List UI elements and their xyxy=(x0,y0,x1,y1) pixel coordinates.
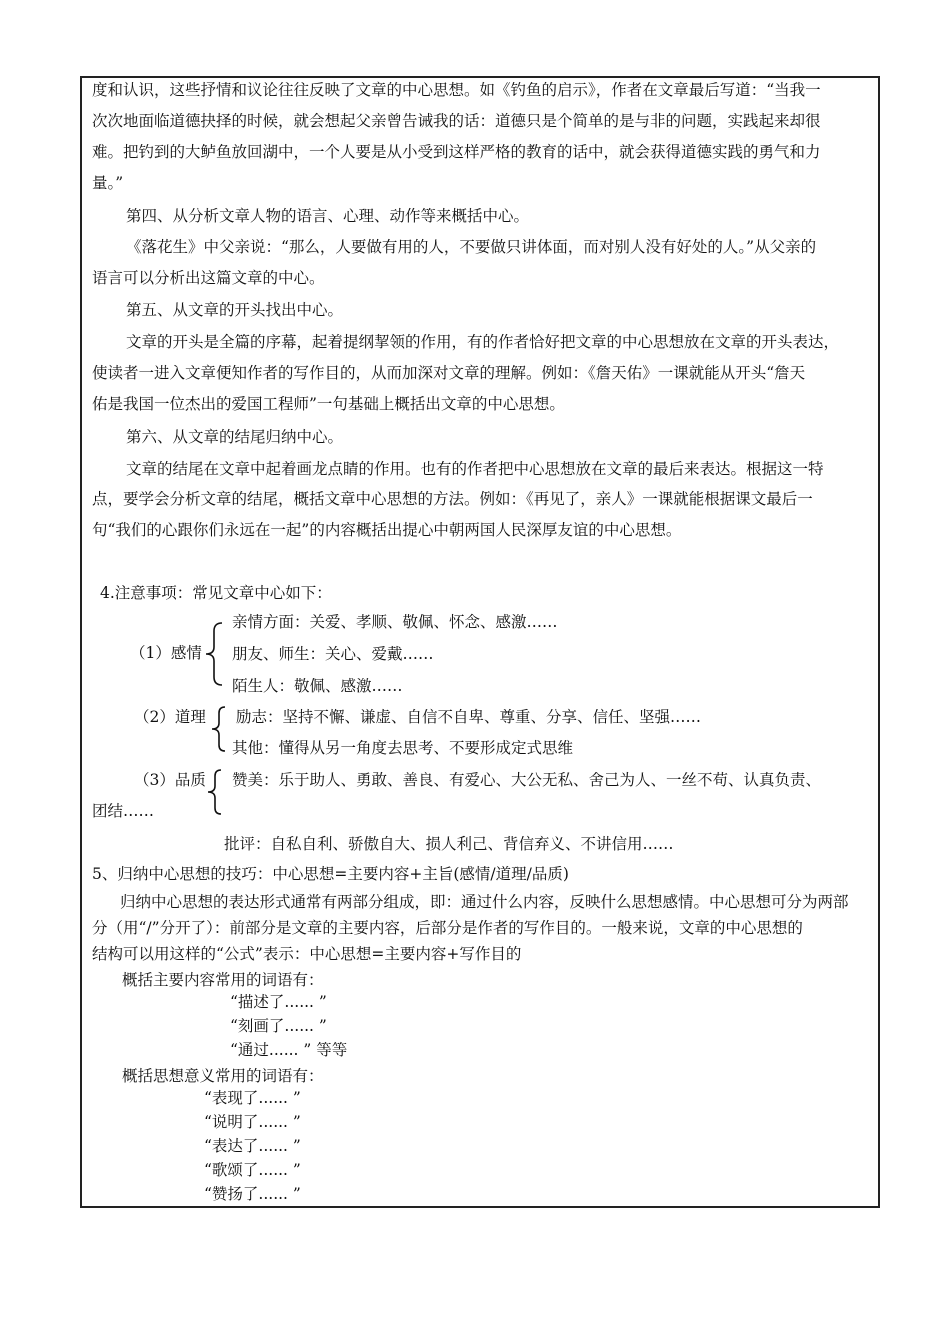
method6-body-line-1: 文章的结尾在文章中起着画龙点睛的作用。也有的作者把中心思想放在文章的最后来表达。根据这一特 xyxy=(126,460,824,478)
meaning-words-label: 概括思想意义常用的词语有： xyxy=(122,1067,324,1085)
quality-praise-line-2: 团结…… xyxy=(92,802,155,820)
intro-line-4: 量。” xyxy=(92,174,124,192)
emotion-item-family: 亲情方面：关爱、孝顺、敬佩、怀念、感激…… xyxy=(232,613,558,631)
quality-brace xyxy=(204,768,224,816)
meaning-word-1: “表现了...... ” xyxy=(204,1089,301,1107)
intro-line-2: 次次地面临道德抉择的时候，就会想起父亲曾告诫我的话：道德只是个简单的是与非的问题，实践起来却很 xyxy=(92,112,821,130)
reason-item-inspiration: 励志：坚持不懈、谦虚、自信不自卑、尊重、分享、信任、坚强…… xyxy=(236,708,702,726)
content-words-label: 概括主要内容常用的词语有： xyxy=(122,971,324,989)
method4-body-line-1: 《落花生》中父亲说：“那么，人要做有用的人，不要做只讲体面，而对别人没有好处的人。”从父亲的 xyxy=(126,238,817,256)
method5-body-line-1: 文章的开头是全篇的序幕，起着提纲挈领的作用，有的作者恰好把文章的中心思想放在文章的开头表达， xyxy=(126,333,840,351)
reason-label: （2）道理 xyxy=(134,708,206,726)
meaning-word-2: “说明了...... ” xyxy=(204,1113,301,1131)
content-word-1: “描述了...... ” xyxy=(230,993,327,1011)
content-word-3: “通过...... ” 等等 xyxy=(230,1041,348,1059)
intro-line-1: 度和认识，这些抒情和议论往往反映了文章的中心思想。如《钓鱼的启示》，作者在文章最后写道：“当我一 xyxy=(92,81,821,99)
reason-item-other: 其他：懂得从另一角度去思考、不要形成定式思维 xyxy=(232,739,574,757)
method5-heading: 第五、从文章的开头找出中心。 xyxy=(126,301,344,319)
quality-label: （3）品质 xyxy=(134,771,206,789)
technique-body-line-3: 结构可以用这样的“公式”表示：中心思想=主要内容+写作目的 xyxy=(92,945,522,963)
emotion-item-strangers: 陌生人：敬佩、感激…… xyxy=(232,677,403,695)
method4-body-line-2: 语言可以分析出这篇文章的中心。 xyxy=(92,269,325,287)
method5-body-line-2: 使读者一进入文章便知作者的写作目的，从而加深对文章的理解。例如：《詹天佑》一课就能从开头“詹天 xyxy=(92,364,806,382)
content-frame xyxy=(80,76,880,1208)
reason-brace xyxy=(208,705,228,753)
method6-body-line-2: 点，要学会分析文章的结尾，概括文章中心思想的方法。例如：《再见了，亲人》一课就能根据课文最后一 xyxy=(92,490,813,508)
technique-body-line-1: 归纳中心思想的表达形式通常有两部分组成，即：通过什么内容，反映什么思想感情。中心思想可分为两部 xyxy=(120,893,849,911)
method6-body-line-3: 句“我们的心跟你们永远在一起”的内容概括出提心中朝两国人民深厚友谊的中心思想。 xyxy=(92,521,682,539)
intro-line-3: 难。把钓到的大鲈鱼放回湖中，一个人要是从小受到这样严格的教育的话中，就会获得道德实践的勇气和力 xyxy=(92,143,821,161)
meaning-word-4: “歌颂了...... ” xyxy=(204,1161,301,1179)
meaning-word-5: “赞扬了...... ” xyxy=(204,1185,301,1203)
emotion-brace xyxy=(202,621,226,687)
method6-heading: 第六、从文章的结尾归纳中心。 xyxy=(126,428,344,446)
method4-heading: 第四、从分析文章人物的语言、心理、动作等来概括中心。 xyxy=(126,207,530,225)
emotion-label: （1）感情 xyxy=(130,644,202,662)
content-word-2: “刻画了...... ” xyxy=(230,1017,327,1035)
method5-body-line-3: 佑是我国一位杰出的爱国工程师”一句基础上概括出文章的中心思想。 xyxy=(92,395,565,413)
notes-heading: 4.注意事项：常见文章中心如下： xyxy=(100,584,332,602)
technique-heading: 5、归纳中心思想的技巧：中心思想=主要内容+主旨(感情/道理/品质) xyxy=(92,865,569,883)
technique-body-line-2: 分（用“/”分开了）：前部分是文章的主要内容，后部分是作者的写作目的。一般来说，文章的中心思想的 xyxy=(92,919,803,937)
quality-criticism: 批评：自私自利、骄傲自大、损人利己、背信弃义、不讲信用…… xyxy=(224,835,674,853)
quality-praise-line-1: 赞美：乐于助人、勇敢、善良、有爱心、大公无私、舍己为人、一丝不苟、认真负责、 xyxy=(232,771,822,789)
meaning-word-3: “表达了...... ” xyxy=(204,1137,301,1155)
emotion-item-friends: 朋友、师生：关心、爱戴…… xyxy=(232,645,434,663)
